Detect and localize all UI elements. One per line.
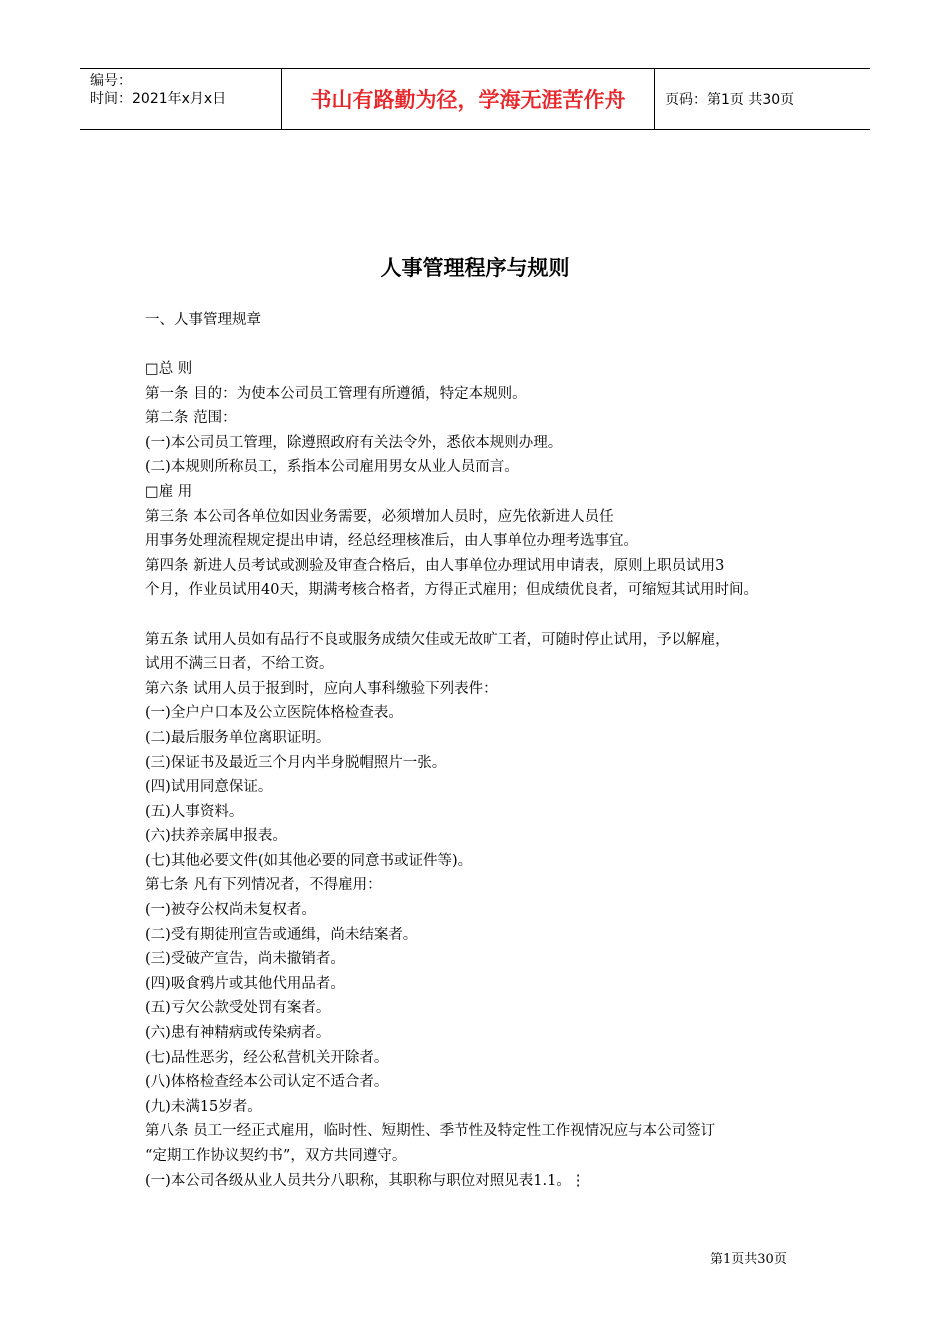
time-label: 时间：2021年x月x日 — [90, 91, 227, 107]
body-line: 第三条 本公司各单位如因业务需要，必须增加人员时，应先依新进人员任 — [145, 508, 614, 525]
body-line: (八)体格检查经本公司认定不适合者。 — [145, 1074, 389, 1091]
serial-label: 编号： — [90, 73, 132, 89]
body-line: (六)患有神精病或传染病者。 — [145, 1025, 331, 1042]
body-line — [145, 603, 825, 628]
body-line: (六)扶养亲属申报表。 — [145, 828, 287, 845]
header-page-info: 页码：第1页 共30页 — [665, 92, 795, 108]
body-line: (一)全户户口本及公立医院体格检查表。 — [145, 705, 403, 722]
body-line: (九)未满15岁者。 — [145, 1098, 262, 1115]
body-line: (五)人事资料。 — [145, 803, 244, 820]
header-meta — [80, 69, 282, 129]
body-line: (一)本公司员工管理，除遵照政府有关法令外，悉依本规则办理。 — [145, 434, 563, 451]
body-line: 第一条 目的：为使本公司员工管理有所遵循，特定本规则。 — [145, 385, 527, 402]
body-line: (三)受破产宣告，尚未撤销者。 — [145, 951, 345, 968]
page-footer: 第1页共30页 — [710, 1252, 787, 1267]
body-line: (一)被夺公权尚未复权者。 — [145, 902, 316, 919]
body-line: 第七条 凡有下列情况者，不得雇用： — [145, 877, 382, 894]
header-motto: 书山有路勤为径，学海无涯苦作舟 — [282, 69, 655, 129]
body-line: (四)试用同意保证。 — [145, 779, 273, 796]
document-body — [145, 357, 825, 1193]
body-line: 第六条 试用人员于报到时，应向人事科缴验下列表件： — [145, 680, 498, 697]
body-line: (七)品性恶劣，经公私营机关开除者。 — [145, 1049, 389, 1066]
body-line: (一)本公司各级从业人员共分八职称，其职称与职位对照见表1.1。⋮ — [145, 1172, 586, 1189]
body-line: □雇 用 — [145, 483, 193, 500]
body-line: □总 则 — [145, 361, 193, 377]
section-heading: 一、人事管理规章 — [145, 312, 261, 328]
body-line: 第四条 新进人员考试或测验及审查合格后，由人事单位办理试用申请表，原则上职员试用3 — [145, 557, 725, 574]
body-line: (二)最后服务单位离职证明。 — [145, 729, 331, 746]
body-line: (四)吸食鸦片或其他代用品者。 — [145, 975, 345, 992]
body-line: 第八条 员工一经正式雇用，临时性、短期性、季节性及特定性工作视情况应与本公司签订 — [145, 1123, 716, 1140]
body-line: (五)亏欠公款受处罚有案者。 — [145, 1000, 331, 1017]
body-line: 个月，作业员试用40天，期满考核合格者，方得正式雇用；但成绩优良者，可缩短其试用时间。 — [145, 582, 758, 599]
document-title: 人事管理程序与规则 — [380, 256, 570, 280]
body-line: (二)本规则所称员工，系指本公司雇用男女从业人员而言。 — [145, 459, 519, 476]
body-line: (二)受有期徒刑宣告或通缉，尚未结案者。 — [145, 926, 418, 943]
body-line: 用事务处理流程规定提出申请，经总经理核准后，由人事单位办理考选事宜。 — [145, 533, 638, 550]
body-line: (三)保证书及最近三个月内半身脱帽照片一张。 — [145, 754, 447, 771]
body-line: “定期工作协议契约书”，双方共同遵守。 — [145, 1148, 407, 1164]
body-line: (七)其他必要文件(如其他必要的同意书或证件等)。 — [145, 852, 473, 869]
body-line: 第二条 范围： — [145, 410, 237, 427]
body-line: 试用不满三日者，不给工资。 — [145, 656, 334, 673]
page-header — [80, 68, 870, 130]
body-line: 第五条 试用人员如有品行不良或服务成绩欠佳或无故旷工者，可随时停止试用，予以解雇， — [145, 631, 730, 648]
